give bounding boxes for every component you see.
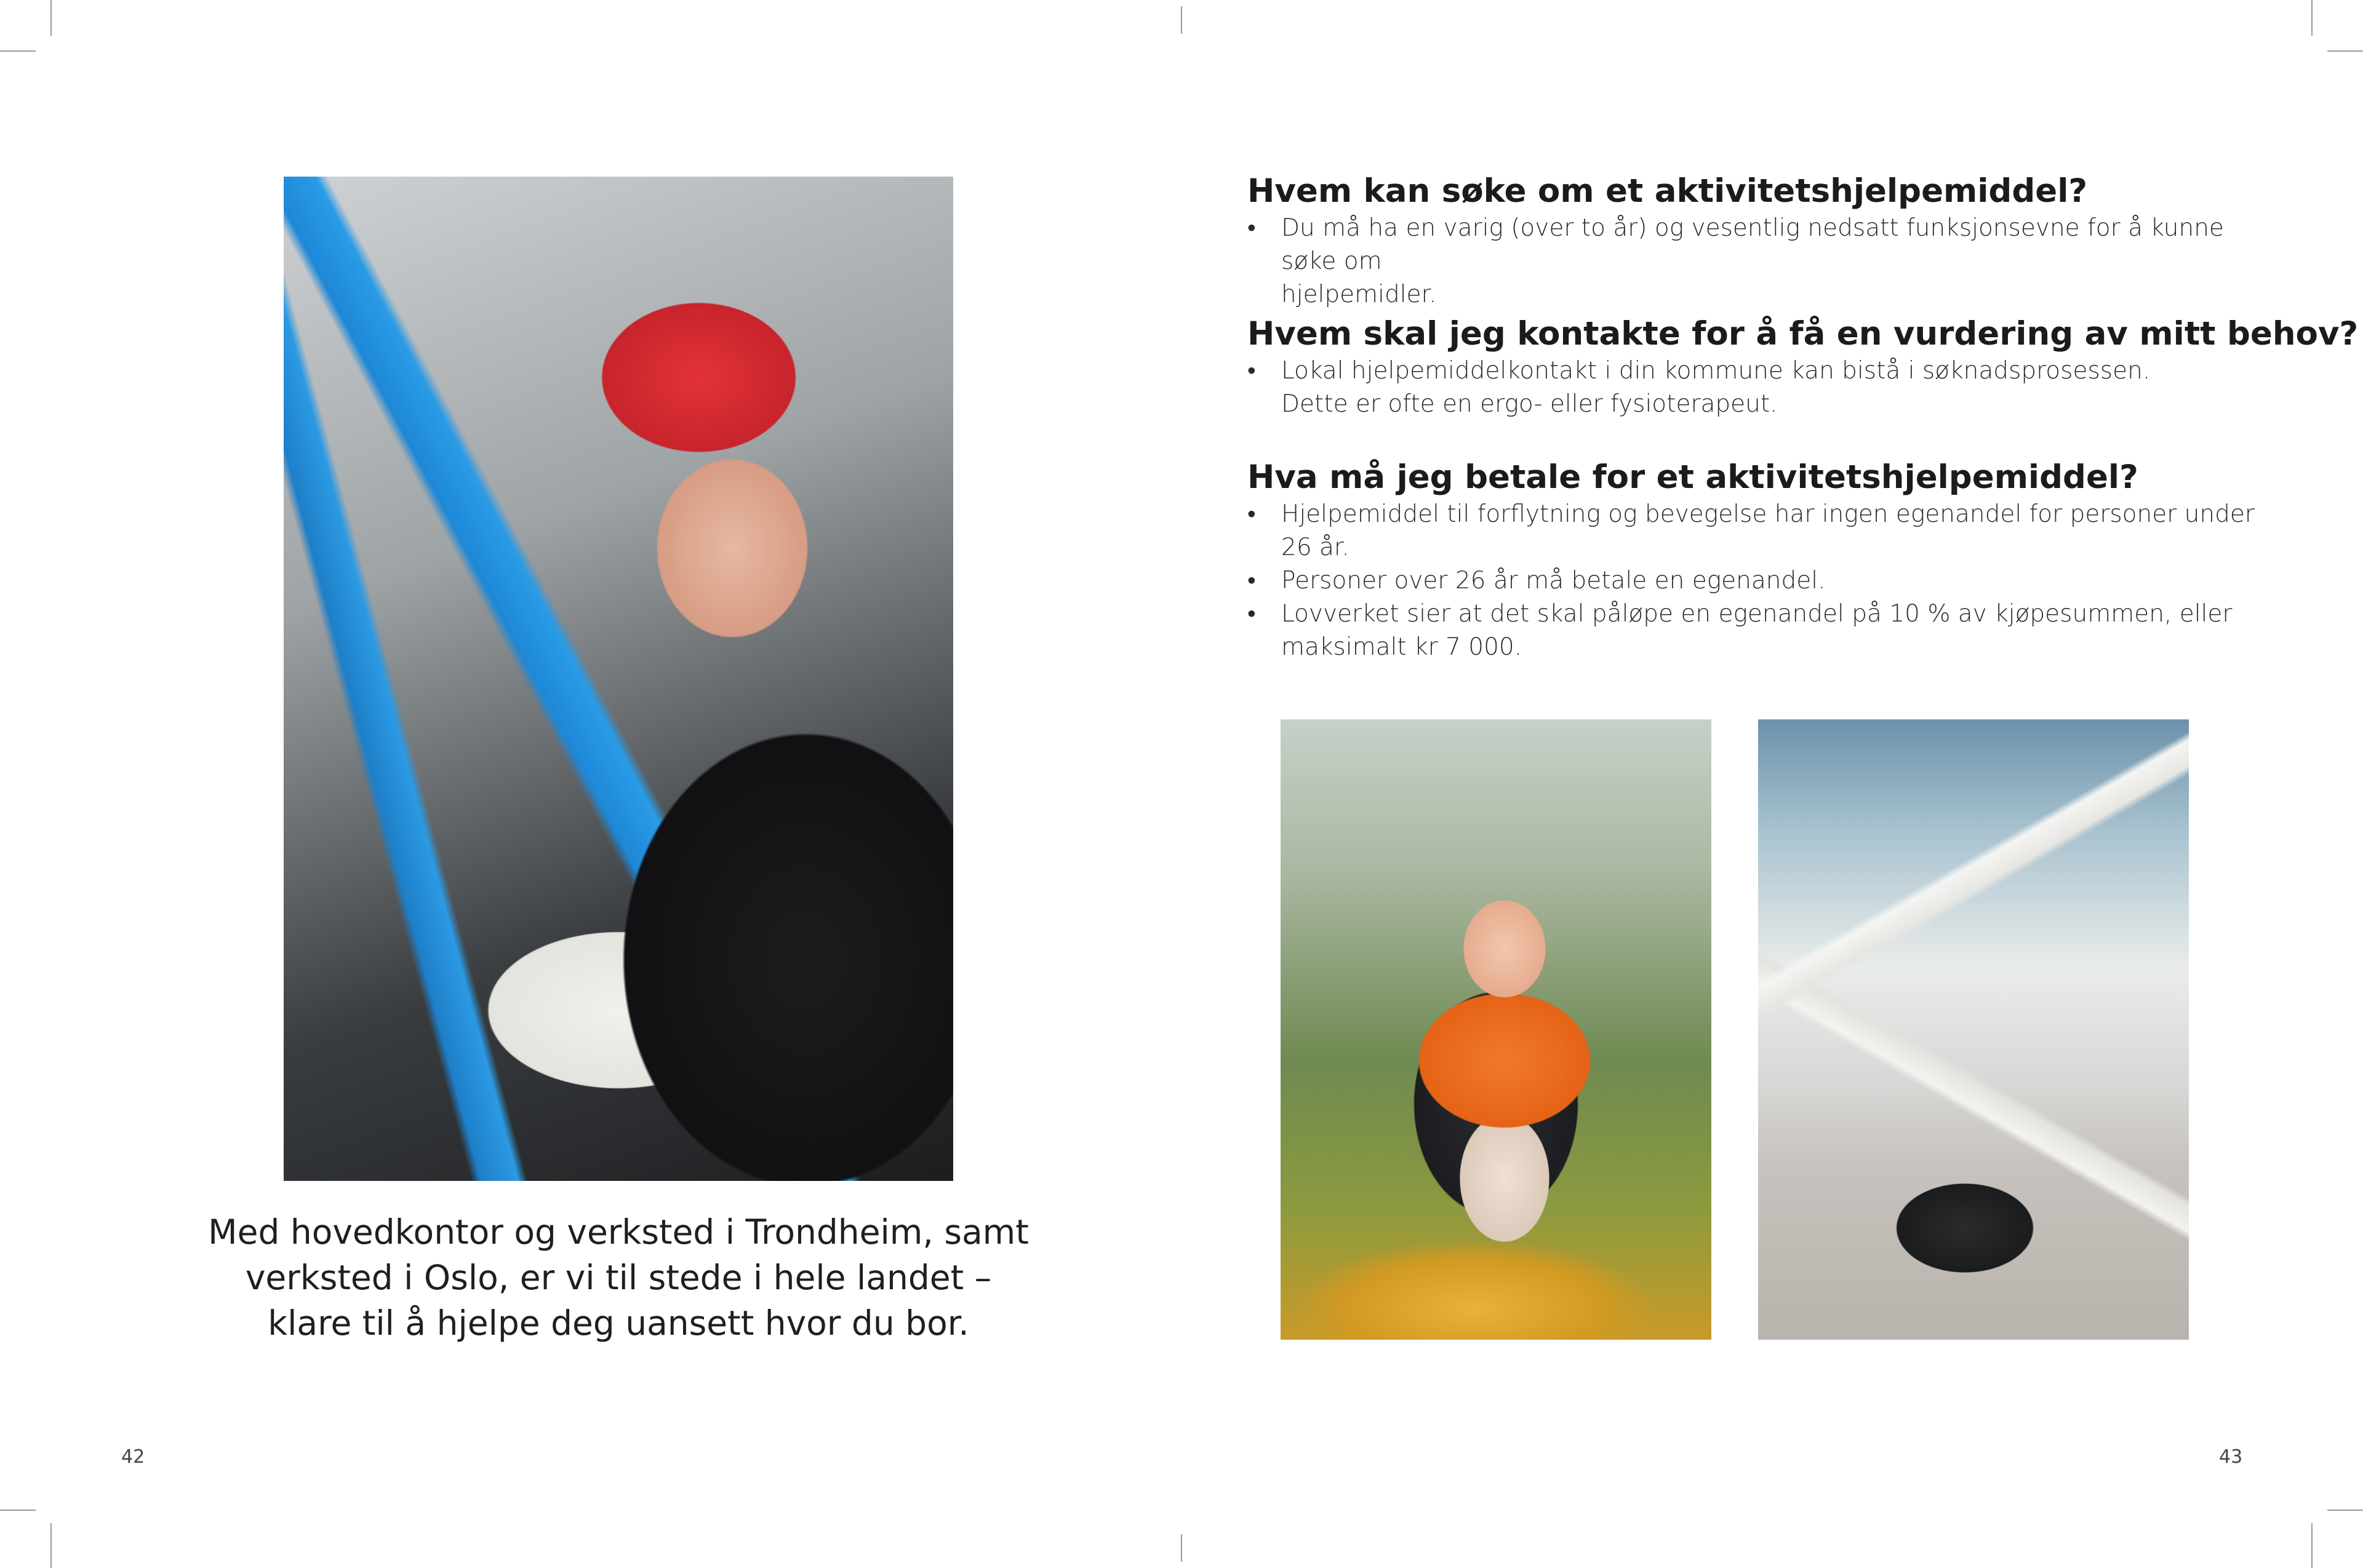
photo-caption: Med hovedkontor og verksted i Trondheim, samt verksted i Oslo, er vi til stede i hele landet – klare til å hjelpe deg uansett hvor du bor. (208, 1212, 1029, 1343)
bullet-icon: • (1247, 357, 1256, 385)
list-item: • Lokal hjelpemiddelkontakt i din kommune kan bistå i søknadsprosessen. Dette er ofte en ergo- eller fysioterapeut. (1247, 354, 2257, 421)
crop-mark (2327, 50, 2363, 52)
qa-section-who-can-apply (1247, 171, 2257, 311)
mechanic-with-clipboard-photo (284, 177, 953, 1181)
crop-mark (2327, 1510, 2363, 1511)
bullet-icon: • (1247, 567, 1256, 594)
crop-mark (2311, 0, 2313, 36)
crop-mark (0, 1510, 36, 1511)
section-heading: Hvem skal jeg kontakte for å få en vurdering av mitt behov? (1247, 315, 2359, 353)
crop-mark (2311, 1523, 2313, 1568)
bullet-icon: • (1247, 214, 1256, 242)
crop-mark (50, 1523, 52, 1568)
bullet-list (1247, 498, 2257, 664)
section-heading: Hva må jeg betale for et aktivitetshjelpemiddel? (1247, 458, 2138, 496)
section-heading: Hvem kan søke om et aktivitetshjelpemiddel? (1247, 172, 2088, 210)
qa-section-who-to-contact (1247, 314, 2359, 421)
bullet-list (1247, 354, 2257, 421)
bullet-icon: • (1247, 600, 1256, 628)
crop-mark (1181, 6, 1182, 34)
list-item: • Personer over 26 år må betale en egenandel. (1247, 564, 2257, 598)
crop-mark (1181, 1534, 1182, 1562)
page-number-right: 43 (2219, 1446, 2243, 1468)
recumbent-trike-photo (1758, 719, 2189, 1340)
list-item: • Hjelpemiddel til forflytning og bevegelse har ingen egenandel for personer under 26 år. (1247, 498, 2257, 564)
list-item: • Lovverket sier at det skal påløpe en egenandel på 10 % av kjøpesummen, eller maksimalt kr 7 000. (1247, 598, 2257, 664)
girl-in-adaptive-bike-photo (1281, 719, 1711, 1340)
page-number-left: 42 (121, 1446, 145, 1468)
qa-section-what-to-pay (1247, 457, 2257, 664)
crop-mark (50, 0, 52, 36)
bullet-list (1247, 212, 2257, 311)
list-item: • Du må ha en varig (over to år) og vesentlig nedsatt funksjonsevne for å kunne søke om hjelpemidler. (1247, 212, 2257, 311)
bullet-icon: • (1247, 500, 1256, 528)
crop-mark (0, 50, 36, 52)
